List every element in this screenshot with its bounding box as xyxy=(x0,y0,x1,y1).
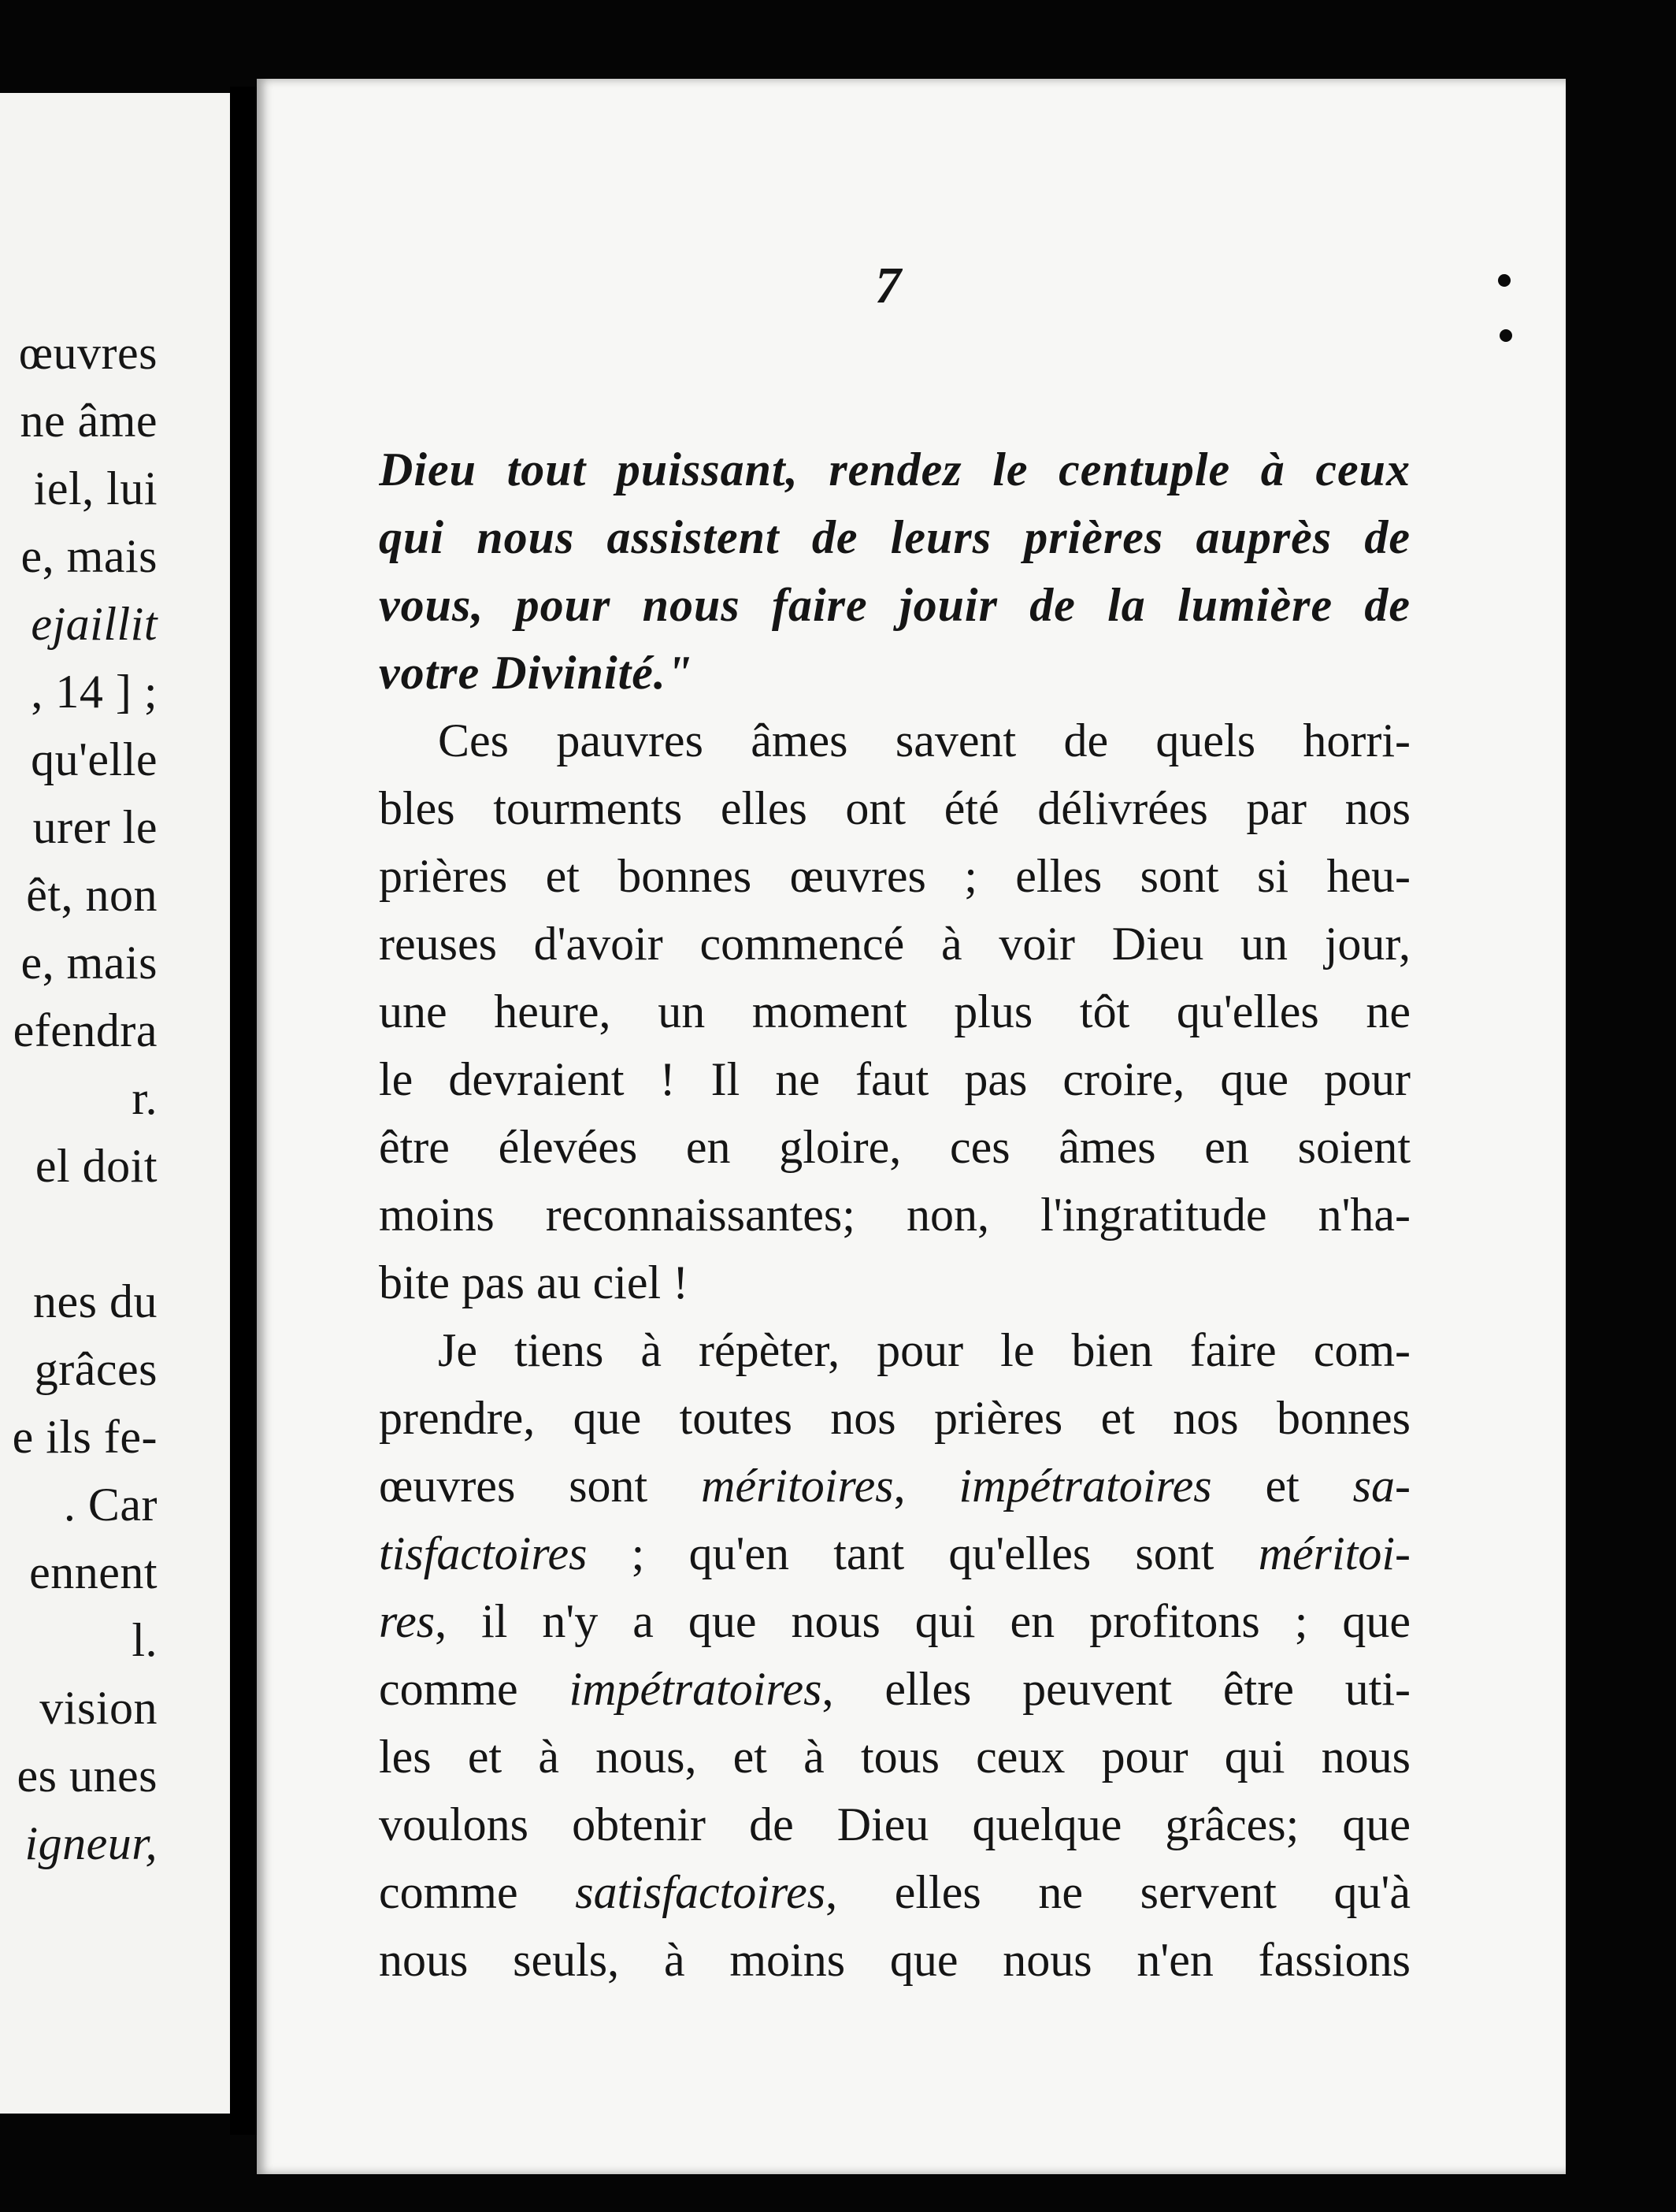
main-page xyxy=(257,79,1566,2174)
paragraph-line: bles tourments elles ont été délivrées par nos xyxy=(379,782,1411,834)
italic-term: impétratoires xyxy=(569,1663,822,1715)
facing-page-line: vision xyxy=(39,1682,158,1734)
paragraph-line: le devraient ! Il ne faut pas croire, que pour xyxy=(379,1053,1411,1105)
facing-page-line: e, mais xyxy=(20,937,158,989)
paragraph-line: voulons obtenir de Dieu quelque grâces; que xyxy=(379,1798,1411,1850)
facing-page-line: . Car xyxy=(63,1479,158,1531)
prayer-line: qui nous assistent de leurs prières auprès de xyxy=(379,511,1411,563)
text-run: œuvres sont xyxy=(379,1460,702,1512)
paragraph-line xyxy=(379,1593,1411,1650)
facing-page-line: nes du xyxy=(33,1275,158,1327)
paragraph-line: nous seuls, à moins que nous n'en fassions xyxy=(379,1934,1411,1986)
page-number: 7 xyxy=(875,257,901,314)
italic-term: méritoi- xyxy=(1258,1527,1411,1579)
facing-page-line: grâces xyxy=(34,1343,158,1395)
paragraph-line: Ces pauvres âmes savent de quels horri- xyxy=(438,714,1411,766)
prayer-line: votre Divinité." xyxy=(379,647,694,699)
facing-page-line: ne âme xyxy=(20,395,158,447)
italic-term: méritoires xyxy=(701,1460,894,1512)
facing-page-line: e, mais xyxy=(20,530,158,582)
paragraph-line: Je tiens à répèter, pour le bien faire com- xyxy=(438,1324,1411,1376)
text-run: , elles peuvent être uti- xyxy=(821,1663,1411,1715)
book-gutter xyxy=(230,87,257,2135)
prayer-line: vous, pour nous faire jouir de la lumière de xyxy=(379,579,1411,631)
text-run: , il n'y a que nous qui en profitons ; que xyxy=(435,1595,1411,1647)
paragraph-line xyxy=(379,1457,1411,1514)
paragraph-line: une heure, un moment plus tôt qu'elles ne xyxy=(379,985,1411,1037)
facing-page-line: es unes xyxy=(17,1750,158,1802)
facing-page-line: iel, lui xyxy=(33,462,158,514)
paragraph-line xyxy=(379,1864,1411,1921)
italic-term: impétratoires xyxy=(959,1460,1212,1512)
facing-page-line: , 14 ] ; xyxy=(31,666,158,718)
paragraph-line: les et à nous, et à tous ceux pour qui nous xyxy=(379,1731,1411,1783)
paragraph-line: être élevées en gloire, ces âmes en soient xyxy=(379,1121,1411,1173)
paragraph-line: prendre, que toutes nos prières et nos bonnes xyxy=(379,1392,1411,1444)
facing-page-line: ennent xyxy=(29,1546,158,1598)
ink-dot xyxy=(1498,274,1511,287)
prayer-line: Dieu tout puissant, rendez le centuple à ceux xyxy=(379,444,1411,495)
facing-page-line: ejaillit xyxy=(31,598,158,650)
text-run: comme xyxy=(379,1866,576,1918)
italic-term: sa- xyxy=(1352,1460,1411,1512)
facing-page-line: r. xyxy=(132,1072,158,1124)
italic-term: res xyxy=(379,1595,436,1647)
italic-term: satisfactoires xyxy=(575,1866,826,1918)
text-run: , xyxy=(893,1460,959,1512)
text-run: ; qu'en tant qu'elles sont xyxy=(587,1527,1259,1579)
facing-page-line: l. xyxy=(132,1614,158,1666)
facing-page-line: el doit xyxy=(35,1140,158,1192)
text-run: comme xyxy=(379,1663,569,1715)
facing-page-line: qu'elle xyxy=(31,733,158,785)
paragraph-line: moins reconnaissantes; non, l'ingratitude n'ha- xyxy=(379,1189,1411,1241)
paragraph-line: prières et bonnes œuvres ; elles sont si heu- xyxy=(379,850,1411,902)
paragraph-line xyxy=(379,1661,1411,1717)
facing-page-line: efendra xyxy=(13,1004,158,1056)
facing-page-line: êt, non xyxy=(26,869,158,921)
text-run: , elles ne servent qu'à xyxy=(825,1866,1411,1918)
facing-page-line: œuvres xyxy=(18,327,158,379)
paragraph-line xyxy=(379,1525,1411,1582)
facing-page-line: e ils fe- xyxy=(12,1411,158,1463)
facing-page-line: igneur, xyxy=(24,1817,158,1869)
italic-term: tisfactoires xyxy=(379,1527,588,1579)
text-run: et xyxy=(1211,1460,1353,1512)
ink-dot xyxy=(1500,329,1512,342)
paragraph-line: reuses d'avoir commencé à voir Dieu un jour, xyxy=(379,918,1411,970)
facing-page-line: urer le xyxy=(32,801,158,853)
facing-page-fragment xyxy=(0,93,230,2114)
paragraph-line: bite pas au ciel ! xyxy=(379,1256,689,1308)
